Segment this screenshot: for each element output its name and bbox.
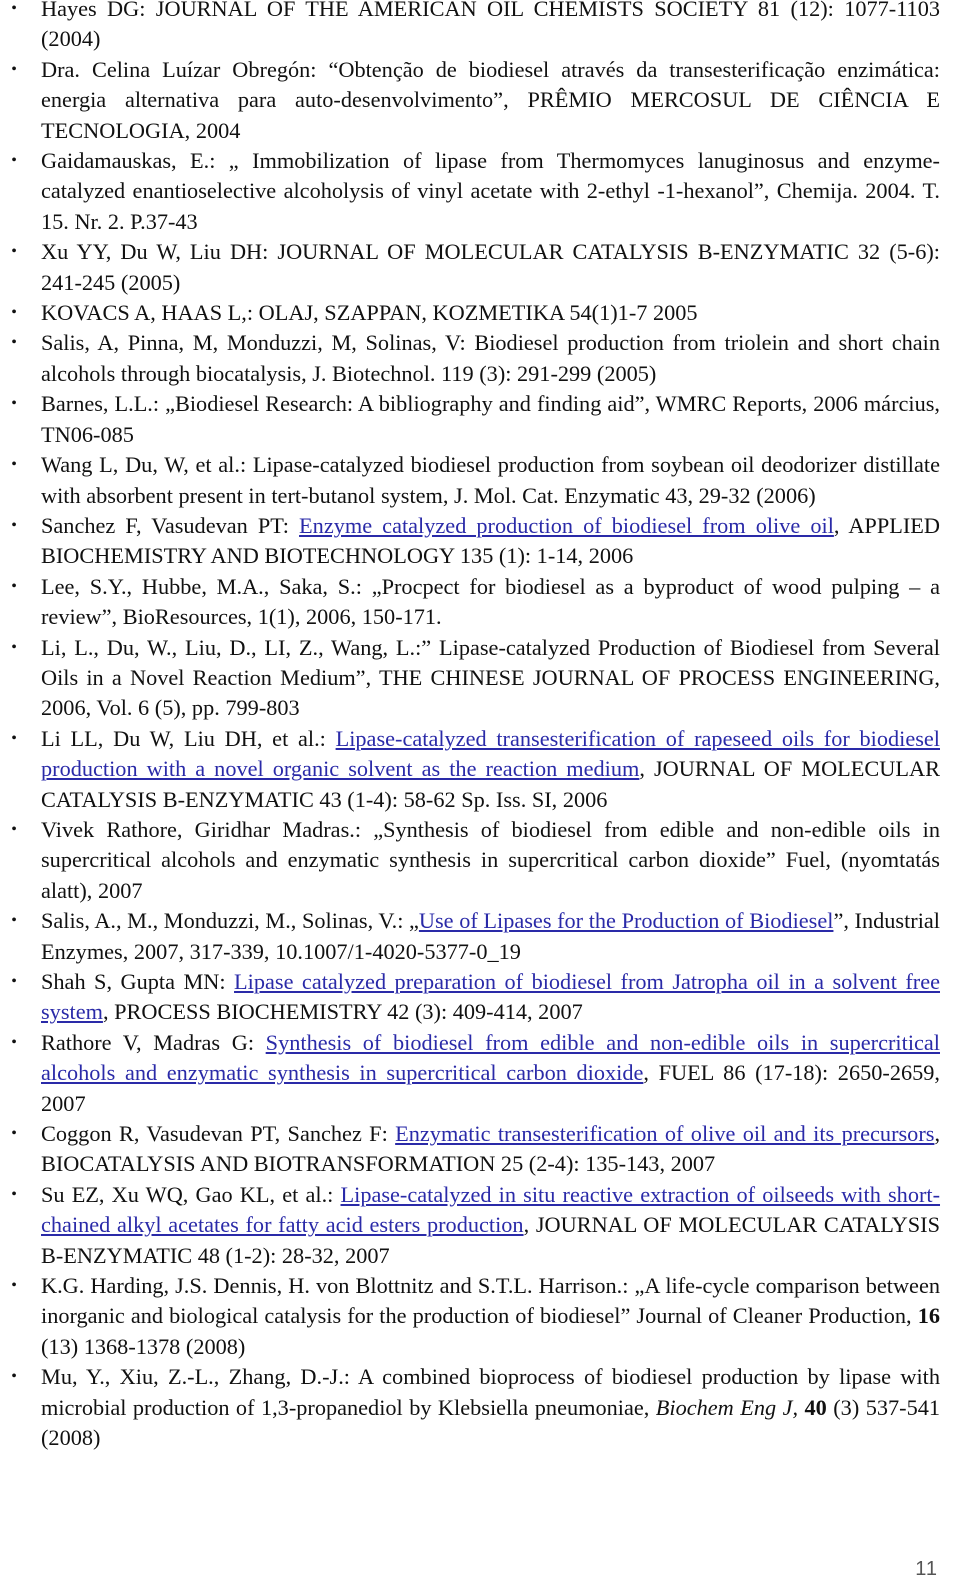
reference-text: (13) 1368-1378 (2008) <box>41 1333 246 1359</box>
bullet-icon: • <box>11 304 17 322</box>
reference-link[interactable]: Use of Lipases for the Production of Biodiesel <box>418 908 834 934</box>
bullet-icon: • <box>11 973 17 990</box>
reference-text: Rathore V, Madras G: <box>41 1029 266 1055</box>
reference-item <box>11 1271 940 1362</box>
reference-link[interactable]: Lipase-catalyzed in situ reactive extraction of oilseeds with short-chained alkyl acetates for fatty acid esters production <box>41 1181 941 1238</box>
bullet-icon: • <box>11 729 17 747</box>
bullet-icon: • <box>11 334 17 352</box>
reference-text: , PROCESS BIOCHEMISTRY 42 (3): 409-414, 2007 <box>102 999 583 1025</box>
reference-text: Sanchez F, Vasudevan PT: <box>41 512 300 538</box>
bullet-icon: • <box>11 1125 17 1143</box>
reference-text: Shah S, Gupta MN: <box>41 969 235 994</box>
reference-item <box>11 511 940 572</box>
reference-text: Barnes, L.L.: „Biodiesel Research: A bibliography and finding aid”, WMRC Reports, 2006 március, TN06-085 <box>41 391 940 447</box>
reference-journal: Biochem Eng J, <box>655 1394 799 1420</box>
reference-item <box>11 1180 941 1271</box>
reference-text: Wang L, Du, W, et al.: Lipase-catalyzed biodiesel production from soybean oil deodorizer distillate with absorbent present in tert-butanol system, J. Mol. Cat. Enzymatic 43, 29-32 (2006) <box>41 452 940 508</box>
bullet-icon: • <box>11 516 17 534</box>
bullet-icon: • <box>11 243 17 261</box>
reference-text: Dra. Celina Luízar Obregón: “Obtenção de biodiesel através da transesterificação enzimática: energia alternativa para auto-desenvolvimento”, PRÊMIO MERCOSUL DE CIÊNCIA E TECNOLOGIA, 2004 <box>41 56 940 143</box>
reference-text: , JOURNAL OF MOLECULAR CATALYSIS B-ENZYMATIC 43 (1-4): 58-62 Sp. Iss. SI, 2006 <box>41 756 940 812</box>
reference-text: , FUEL 86 (17-18): 2650-2659, 2007 <box>41 1060 940 1116</box>
reference-text: Coggon R, Vasudevan PT, Sanchez F: <box>41 1121 396 1147</box>
reference-text: Mu, Y., Xiu, Z.-L., Zhang, D.-J.: A combined bioprocess of biodiesel production by lipase with microbial production of 1,3-propanediol by Klebsiella pneumoniae, <box>41 1364 940 1420</box>
reference-item <box>11 298 940 328</box>
bullet-icon: • <box>11 0 17 17</box>
reference-item <box>11 1028 940 1119</box>
reference-link[interactable]: Synthesis of biodiesel from edible and non-edible oils in supercritical alcohols and enzymatic synthesis in supercritical carbon dioxide <box>41 1029 940 1086</box>
reference-link[interactable]: Lipase catalyzed preparation of biodiesel from Jatropha oil in a solvent free system <box>41 969 940 1025</box>
reference-item <box>11 0 940 55</box>
reference-text: Hayes DG: JOURNAL OF THE AMERICAN OIL CHEMISTS SOCIETY 81 (12): 1077-1103 (2004) <box>41 0 940 52</box>
reference-text: Gaidamauskas, E.: „ Immobilization of lipase from Thermomyces lanuginosus and enzyme-catalyzed enantioselective alcoholysis of vinyl acetate with 2-ethyl -1-hexanol”, Chemija. 2004. T. 15. Nr. 2. P.37-43 <box>41 148 940 234</box>
reference-item <box>11 237 940 298</box>
bullet-icon: • <box>11 1185 17 1203</box>
reference-item <box>11 146 940 237</box>
bullet-icon: • <box>11 456 17 474</box>
reference-link[interactable]: Lipase-catalyzed transesterification of rapeseed oils for biodiesel production with a novel organic solvent as the reaction medium <box>41 725 940 782</box>
reference-text: , APPLIED BIOCHEMISTRY AND BIOTECHNOLOGY 135 (1): 1-14, 2006 <box>41 512 940 569</box>
bullet-icon: • <box>11 395 17 413</box>
reference-item <box>11 724 940 815</box>
reference-text: Li LL, Du W, Liu DH, et al.: <box>41 725 336 751</box>
reference-text: Xu YY, Du W, Liu DH: JOURNAL OF MOLECULAR CATALYSIS B-ENZYMATIC 32 (5-6): 241-245 (2005) <box>41 239 940 295</box>
reference-item <box>11 906 940 967</box>
reference-list <box>11 0 941 1454</box>
reference-text: Su EZ, Xu WQ, Gao KL, et al.: <box>41 1181 341 1207</box>
reference-link[interactable]: Enzymatic transesterification of olive oil and its precursors <box>395 1121 935 1147</box>
reference-item <box>11 55 940 146</box>
bullet-icon: • <box>11 1033 17 1051</box>
reference-volume: 16 <box>917 1303 940 1329</box>
bullet-icon: • <box>11 1277 17 1295</box>
reference-link[interactable]: Enzyme catalyzed production of biodiesel from olive oil <box>299 512 834 538</box>
bullet-icon: • <box>11 60 17 78</box>
reference-item <box>11 1362 941 1453</box>
reference-text: (3) 537-541 (2008) <box>41 1394 941 1451</box>
reference-item <box>11 328 940 389</box>
bullet-icon: • <box>11 638 17 656</box>
reference-text: Vivek Rathore, Giridhar Madras.: „Synthesis of biodiesel from edible and non-edible oils in supercritical alcohols and enzymatic synthesis in supercritical carbon dioxide” Fuel, (nyomtatás alatt), 2007 <box>41 816 940 903</box>
reference-item <box>11 1119 941 1180</box>
page-number: 11 <box>915 1558 938 1580</box>
bullet-icon: • <box>11 152 17 170</box>
reference-item <box>11 450 940 511</box>
reference-text: Salis, A., M., Monduzzi, M., Solinas, V.: „ <box>41 908 419 934</box>
bullet-icon: • <box>11 912 17 930</box>
reference-item <box>11 815 940 906</box>
reference-item <box>11 633 940 724</box>
bullet-icon: • <box>11 820 17 838</box>
reference-text: KOVACS A, HAAS L,: OLAJ, SZAPPAN, KOZMETIKA 54(1)1-7 2005 <box>41 300 698 326</box>
reference-text: Lee, S.Y., Hubbe, M.A., Saka, S.: „Procpect for biodiesel as a byproduct of wood pulping – a review”, BioResources, 1(1), 2006, 150-171. <box>41 573 940 630</box>
reference-text: , BIOCATALYSIS AND BIOTRANSFORMATION 25 (2-4): 135-143, 2007 <box>41 1121 941 1177</box>
reference-volume: 40 <box>804 1394 827 1420</box>
reference-text: K.G. Harding, J.S. Dennis, H. von Blottnitz and S.T.L. Harrison.: „A life-cycle comparison between inorganic and biological catalysis for the production of biodiesel” Journal of Cleaner Production, <box>41 1273 940 1329</box>
bullet-icon: • <box>11 577 17 595</box>
reference-item <box>11 389 940 450</box>
reference-item <box>11 967 940 1028</box>
reference-text: ”, Industrial Enzymes, 2007, 317-339, 10.1007/1-4020-5377-0_19 <box>41 908 940 964</box>
reference-text: Salis, A, Pinna, M, Monduzzi, M, Solinas, V: Biodiesel production from triolein and short chain alcohols through biocatalysis, J. Biotechnol. 119 (3): 291-299 (2005) <box>41 330 940 386</box>
reference-item <box>11 572 940 633</box>
bullet-icon: • <box>11 1368 17 1386</box>
reference-text: , JOURNAL OF MOLECULAR CATALYSIS B-ENZYMATIC 48 (1-2): 28-32, 2007 <box>41 1212 941 1268</box>
reference-text: Li, L., Du, W., Liu, D., LI, Z., Wang, L.:” Lipase-catalyzed Production of Biodiesel from Several Oils in a Novel Reaction Medium”, THE CHINESE JOURNAL OF PROCESS ENGINEERING, 2006, Vol. 6 (5), pp. 799-803 <box>41 634 940 721</box>
